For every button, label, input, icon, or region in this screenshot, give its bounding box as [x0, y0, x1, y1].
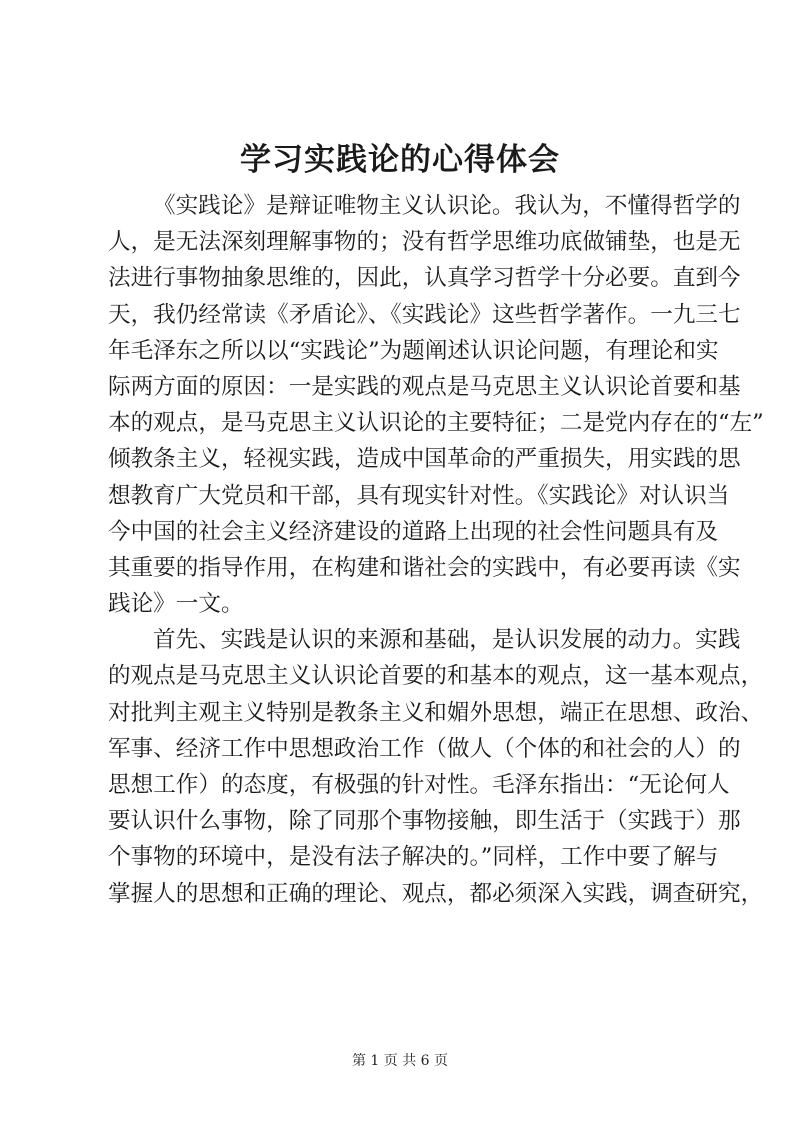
document-body: [108, 188, 764, 912]
text-line: 法进行事物抽象思维的，因此，认真学习哲学十分必要。直到今: [108, 265, 741, 292]
text-line: 年毛泽东之所以以“实践论”为题阐述认识论问题，有理论和实: [108, 337, 719, 364]
text-line: 本的观点，是马克思主义认识论的主要特征；二是党内存在的“左”: [108, 410, 764, 437]
text-line: 《实践论》是辩证唯物主义认识论。我认为，不懂得哲学的: [153, 193, 741, 219]
text-line: 其重要的指导作用，在构建和谐社会的实践中，有必要再读《实: [108, 554, 741, 581]
text-line: 践论》一文。: [108, 591, 244, 618]
text-line: 今中国的社会主义经济建设的道路上出现的社会性问题具有及: [108, 518, 719, 545]
text-line: 人，是无法深刻理解事物的；没有哲学思维功底做铺垫，也是无: [108, 229, 741, 256]
text-line: 想教育广大党员和干部，具有现实针对性。《实践论》对认识当: [108, 482, 730, 509]
text-line: 对批判主观主义特别是教条主义和媚外思想，端正在思想、政治、: [108, 699, 764, 726]
paragraph-2: [108, 622, 764, 912]
text-line: 倾教条主义，轻视实践，造成中国革命的严重损失，用实践的思: [108, 446, 741, 473]
document-title: 学习实践论的心得体会: [240, 142, 560, 178]
text-line: 际两方面的原因：一是实践的观点是马克思主义认识论首要和基: [108, 373, 741, 400]
text-line: 军事、经济工作中思想政治工作（做人（个体的和社会的人）的: [108, 735, 741, 762]
text-line: 的观点是马克思主义认识论首要的和基本的观点，这一基本观点，: [108, 663, 764, 690]
text-line: 首先、实践是认识的来源和基础，是认识发展的动力。实践: [153, 627, 741, 654]
text-line: 掌握人的思想和正确的理论、观点，都必须深入实践，调查研究，: [108, 880, 764, 907]
text-line: 个事物的环境中，是没有法子解决的。”同样，工作中要了解与: [108, 844, 719, 871]
text-line: 思想工作）的态度，有极强的针对性。毛泽东指出：“无论何人: [108, 772, 730, 798]
paragraph-1: [108, 188, 764, 622]
text-line: 天，我仍经常读《矛盾论》、《实践论》这些哲学著作。一九三七: [108, 301, 741, 328]
page-number-footer: 第 1 页 共 6 页: [351, 1053, 449, 1069]
text-line: 要认识什么事物，除了同那个事物接触，即生活于（实践于）那: [108, 808, 741, 835]
